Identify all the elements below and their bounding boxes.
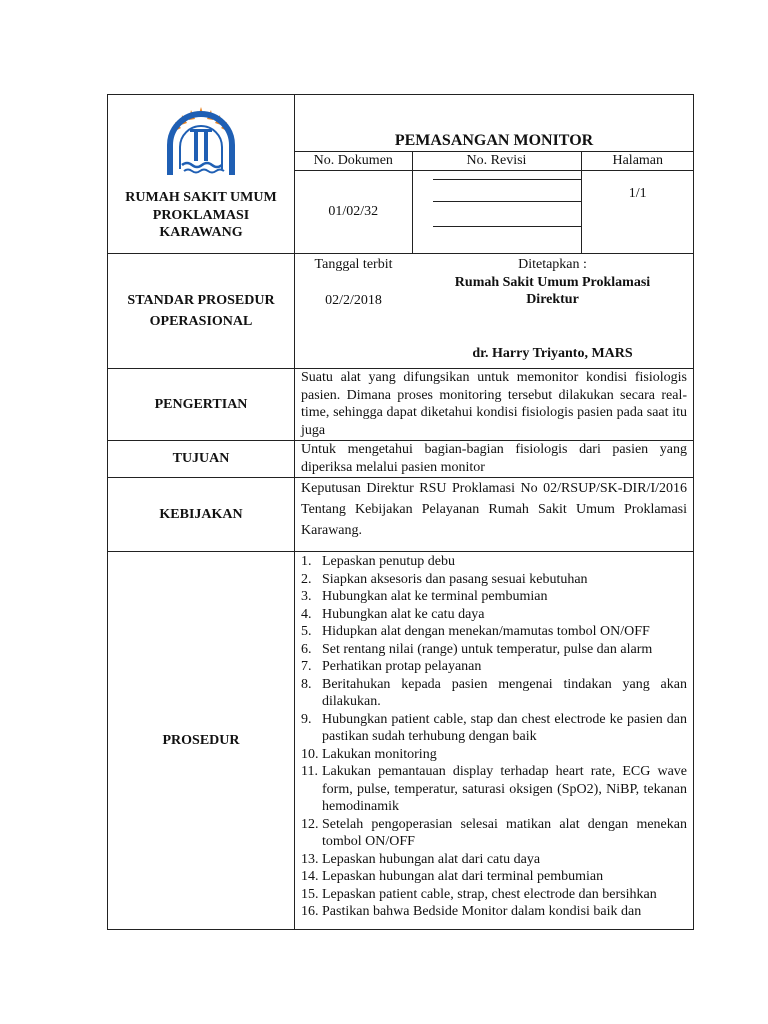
step-text: Lepaskan hubungan alat dari terminal pembumian [322, 869, 604, 884]
prosedur-step [301, 606, 687, 624]
tanggal-value: 02/2/2018 [325, 292, 382, 308]
sop-label-cell [108, 254, 295, 369]
step-text: Lepaskan hubungan alat dari catu daya [322, 851, 541, 867]
step-number: 3. [301, 589, 312, 604]
pengertian-row [108, 369, 694, 441]
pengertian-label: PENGERTIAN [108, 369, 295, 441]
ditetapkan-label: Ditetapkan : [518, 257, 587, 272]
doc-title: PEMASANGAN MONITOR [394, 132, 594, 149]
hospital-cell [108, 95, 295, 254]
jabatan: Direktur [526, 292, 579, 307]
step-number: 10. [301, 746, 319, 762]
ditetapkan-block [412, 254, 693, 368]
pengertian-text: Suatu alat yang difungsikan untuk memonitor kondisi fisiologis pasien. Dimana proses monitoring tersebut dilakukan secara real-time, sehingga dapat diketahui kondisi fisiologis pasien pada saat itu juga [295, 369, 694, 441]
step-text: Lakukan pemantauan display terhadap heart rate, ECG wave form, pulse, temperatur, saturasi oksigen (SpO2), NiBP, tekanan hemodinamik [322, 764, 687, 814]
kebijakan-row [108, 478, 694, 552]
step-text: Perhatikan protap pelayanan [322, 659, 482, 674]
col-halaman: Halaman [581, 152, 694, 171]
step-number: 8. [301, 676, 312, 692]
col-no-dokumen: No. Dokumen [295, 152, 412, 171]
tujuan-row [108, 441, 694, 478]
step-number: 14. [301, 869, 319, 884]
prosedur-step [301, 623, 687, 641]
prosedur-step [301, 658, 687, 676]
prosedur-row [108, 552, 694, 930]
step-number: 9. [301, 711, 312, 727]
step-text: Set rentang nilai (range) untuk temperatur, pulse dan alarm [322, 641, 653, 657]
step-text: Pastikan bahwa Bedside Monitor dalam kondisi baik dan [322, 904, 642, 919]
step-number: 2. [301, 571, 312, 587]
hospital-logo-icon [160, 105, 242, 181]
step-text: Lakukan monitoring [322, 746, 437, 762]
step-number: 5. [301, 624, 312, 639]
hospital-name-line1: RUMAH SAKIT UMUM [125, 190, 277, 205]
tujuan-label: TUJUAN [108, 441, 295, 478]
revisi-cell [412, 171, 581, 254]
prosedur-step [301, 763, 687, 816]
prosedur-step [301, 868, 687, 886]
prosedur-label: PROSEDUR [108, 552, 295, 930]
step-number: 1. [301, 554, 312, 569]
prosedur-step [301, 903, 687, 921]
sop-table [107, 94, 694, 930]
sop-row [108, 254, 694, 369]
step-number: 13. [301, 851, 319, 867]
step-text: Setelah pengoperasian selesai matikan alat dengan menekan tombol ON/OFF [322, 816, 687, 849]
hospital-name-line3: KARAWANG [159, 225, 243, 240]
step-number: 11. [301, 764, 318, 779]
sop-label-line1: STANDAR PROSEDUR [127, 292, 275, 308]
tanggal-block [295, 254, 412, 368]
step-text: Siapkan aksesoris dan pasang sesuai kebutuhan [322, 571, 588, 587]
kebijakan-text: Keputusan Direktur RSU Proklamasi No 02/RSUP/SK-DIR/I/2016 Tentang Kebijakan Pelayanan Rumah Sakit Umum Proklamasi Karawang. [295, 478, 694, 552]
kebijakan-label: KEBIJAKAN [108, 478, 295, 552]
sop-label-line2: OPERASIONAL [149, 314, 253, 329]
prosedur-step [301, 588, 687, 606]
direktur-name: dr. Harry Triyanto, MARS [472, 345, 633, 361]
step-text: Hubungkan alat ke catu daya [322, 606, 485, 622]
step-number: 15. [301, 886, 319, 902]
step-number: 12. [301, 816, 319, 832]
no-dokumen-value: 01/02/32 [295, 171, 412, 254]
prosedur-step [301, 711, 687, 746]
prosedur-step [301, 816, 687, 851]
step-number: 16. [301, 904, 319, 919]
tanggal-label: Tanggal terbit [314, 257, 393, 272]
step-text: Lepaskan penutup debu [322, 554, 455, 569]
step-number: 6. [301, 641, 312, 657]
prosedur-steps-list [301, 553, 687, 921]
hospital-name-line2: PROKLAMASI [152, 207, 250, 223]
step-number: 4. [301, 606, 312, 622]
step-text: Hidupkan alat dengan menekan/mamutas tombol ON/OFF [322, 624, 650, 639]
prosedur-step [301, 851, 687, 869]
prosedur-step [301, 641, 687, 659]
step-number: 7. [301, 659, 312, 674]
doc-info-cell [295, 95, 694, 254]
doc-meta-table [295, 151, 694, 253]
step-text: Beritahukan kepada pasien mengenai tindakan yang akan dilakukan. [322, 676, 687, 709]
institusi-name: Rumah Sakit Umum Proklamasi [454, 274, 651, 290]
prosedur-step [301, 676, 687, 711]
step-text: Hubungkan patient cable, stap dan chest electrode ke pasien dan pastikan sudah terhubung dengan baik [322, 711, 687, 744]
step-text: Hubungkan alat ke terminal pembumian [322, 589, 548, 604]
prosedur-step [301, 553, 687, 571]
prosedur-step [301, 571, 687, 589]
prosedur-cell [295, 552, 694, 930]
step-text: Lepaskan patient cable, strap, chest electrode dan bersihkan [322, 886, 657, 902]
sop-info-cell [295, 254, 694, 369]
col-no-revisi: No. Revisi [412, 152, 581, 171]
halaman-value: 1/1 [581, 171, 694, 254]
prosedur-step [301, 746, 687, 764]
header-row [108, 95, 694, 254]
tujuan-text: Untuk mengetahui bagian-bagian fisiologis dari pasien yang diperiksa melalui pasien monitor [295, 441, 694, 478]
prosedur-step [301, 886, 687, 904]
